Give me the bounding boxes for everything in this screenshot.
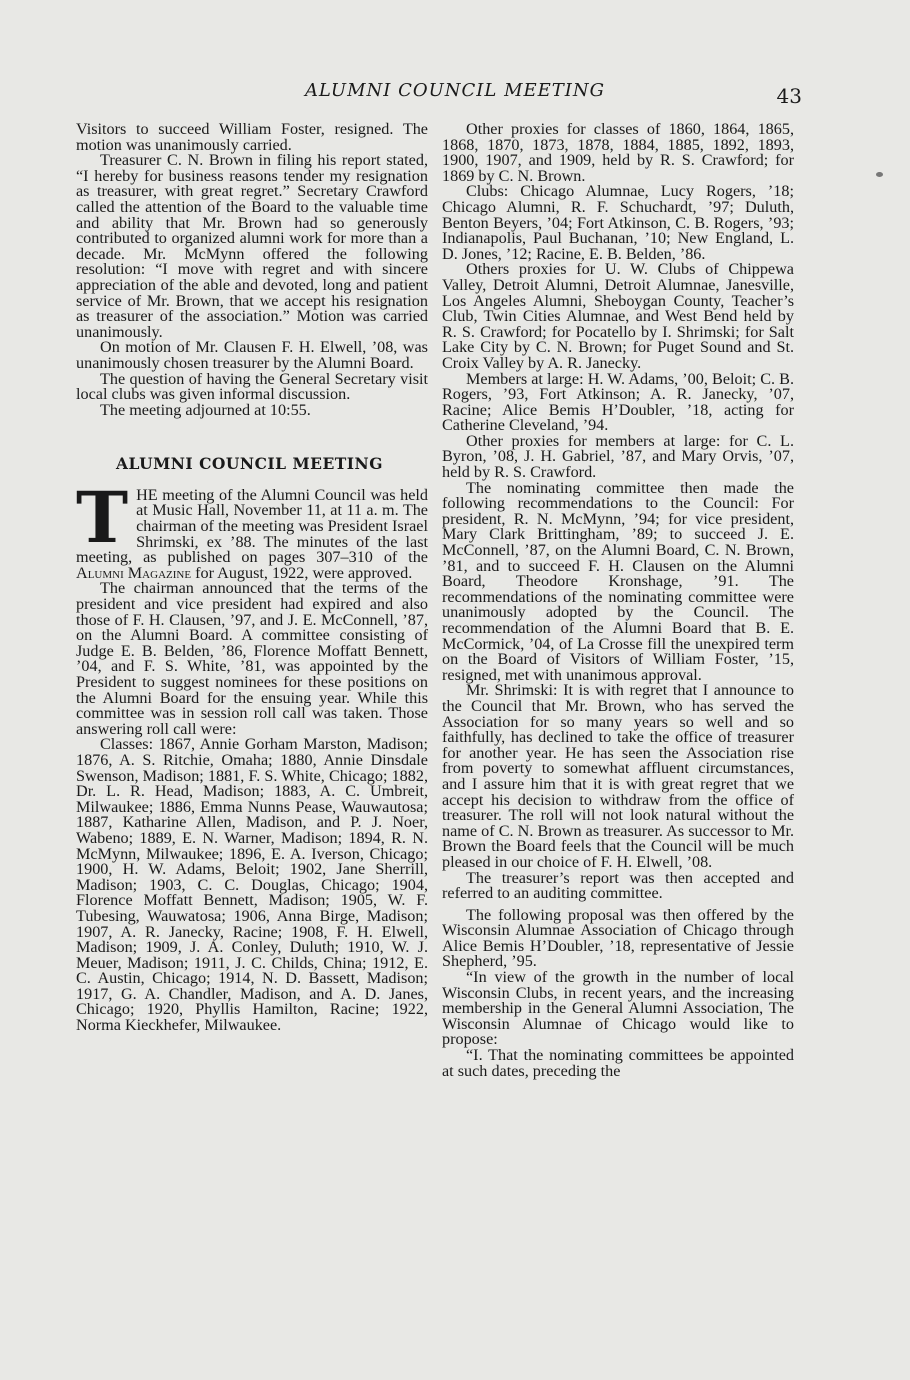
paragraph: The nominating committee then made the following recommendations to the Council: For president, R. N. McMynn, ’94; for vice president, Mary Clark Brittingham, ’89; to succeed J. E. McConnell, ’87, on the Alumni Board, C. N. Brown, ’81, and to succeed F. H. Clausen on the Alumni Board, Theodore Kronshage, ’91. The recommendations of the nominating committee were unanimously adopted by the Council. The recommendation of the Alumni Board that B. E. McCormick, ’04, of La Crosse fill the unexpired term on the Board of Visitors of William Foster, ’15, resigned, met with unanimous approval.	[442, 478, 794, 684]
paragraph: “I. That the nominating committees be appointed at such dates, preceding the	[442, 1046, 794, 1080]
paragraph-text: HE meeting of the Alumni Council was held at Music Hall, November 11, at 11 a. m. The chairman of the meeting was President Israel Shrimski, ex ’88. The minutes of the last meeting, as published on pages 307–310 of the	[76, 485, 428, 567]
paragraph: The question of having the General Secretary visit local clubs was given informal discussion.	[76, 369, 428, 404]
paragraph: Other proxies for members at large: for C. L. Byron, ’08, J. H. Gabriel, ’87, and Mary Orvis, ’07, held by R. S. Crawford.	[442, 431, 794, 482]
paragraph: Members at large: H. W. Adams, ’00, Beloit; C. B. Rogers, ’93, Fort Atkinson; A. R. Janecky, ’07, Racine; Alice Bemis H’Doubler, ’18, acting for Catherine Cleveland, ’94.	[442, 369, 794, 435]
paragraph: The following proposal was then offered by the Wisconsin Alumnae Association of Chicago through Alice Bemis H’Doubler, ’18, representative of Jessie Shepherd, ’95.	[442, 905, 794, 971]
paragraph: Other proxies for classes of 1860, 1864, 1865, 1868, 1870, 1873, 1878, 1884, 1885, 1892, 1893, 1900, 1907, and 1909, held by R. S. Crawford; for 1869 by C. N. Brown.	[442, 120, 794, 185]
paragraph: Visitors to succeed William Foster, resigned. The motion was unanimously carried.	[76, 120, 428, 154]
running-head: ALUMNI COUNCIL MEETING	[304, 80, 606, 101]
paragraph: Treasurer C. N. Brown in filing his report stated, “I hereby for business reasons tender my resignation as treasurer, with great regret.” Secretary Crawford called the attention of the Board to the valuable time and ability that Mr. Brown had so generously contributed to organized alumni work for more than a decade. Mr. McMynn offered the following resolution: “I move with regret and with sincere appreciation of the able and devoted, long and patient service of Mr. Brown, that we accept his resignation as treasurer of the association.” Motion was carried unanimously.	[76, 151, 428, 341]
drop-cap: T	[76, 475, 129, 559]
paragraph-text: for August, 1922, were approved.	[191, 563, 413, 582]
page-number: 43	[776, 84, 802, 108]
paragraph: Clubs: Chicago Alumnae, Lucy Rogers, ’18; Chicago Alumni, R. F. Schuchardt, ’97; Duluth, Benton Beyers, ’04; Fort Atkinson, C. B. Rogers, ’93; Indianapolis, Paul Buchanan, ’10; New England, L. D. Jones, ’12; Racine, E. B. Belden, ’86.	[442, 182, 794, 263]
paragraph: The meeting adjourned at 10:55.	[100, 400, 311, 419]
paragraph: The treasurer’s report was then accepted and referred to an auditing committee.	[442, 868, 794, 903]
paragraph-with-dropcap	[76, 475, 428, 582]
ink-mark	[876, 172, 883, 177]
right-column	[442, 122, 794, 1079]
paragraph: Classes: 1867, Annie Gorham Marston, Madison; 1876, A. S. Ritchie, Omaha; 1880, Annie Dinsdale Swenson, Madison; 1881, F. S. White, Chicago; 1882, Dr. L. R. Head, Madison; 1883, A. C. Umbreit, Milwaukee; 1886, Emma Nunns Pease, Wauwautosa; 1887, Katharine Allen, Madison, and P. J. Noer, Wabeno; 1889, E. N. Warner, Madison; 1894, R. N. McMynn, Milwaukee; 1896, E. A. Iverson, Chicago; 1900, H. W. Adams, Beloit; 1902, Jane Sherrill, Madison; 1903, C. C. Douglas, Chicago; 1904, Florence Moffatt Bennett, Madison; 1905, W. F. Tubesing, Wauwatosa; 1906, Anna Birge, Madison; 1907, A. R. Janecky, Racine; 1908, F. H. Elwell, Madison; 1909, J. A. Conley, Duluth; 1910, W. J. Meuer, Madison; 1911, J. C. Childs, China; 1912, E. C. Austin, Chicago; 1914, N. D. Bassett, Madison; 1917, G. A. Chandler, Madison, and A. D. Janes, Chicago; 1920, Phyllis Hamilton, Racine; 1922, Norma Kieckhefer, Milwaukee.	[76, 735, 428, 1035]
paragraph: The chairman announced that the terms of the president and vice president had expired and also those of F. H. Clausen, ’97, and J. E. McConnell, ’87, on the Alumni Board. A committee consisting of Judge E. B. Belden, ’86, Florence Moffatt Bennett, ’04, and F. S. White, ’81, was appointed by the President to suggest nominees for these positions on the Alumni Board for the ensuing year. While this committee was in session roll call was taken. Those answering roll call were:	[76, 579, 428, 738]
left-column	[76, 122, 428, 1034]
section-title: ALUMNI COUNCIL MEETING	[116, 454, 383, 474]
paragraph: Mr. Shrimski: It is with regret that I announce to the Council that Mr. Brown, who has served the Association for so many years so well and so faithfully, has declined to take the office of treasurer for another year. He has seen the Association rise from poverty to somewhat affluent circumstances, and I assure him that it is with great regret that we accept his decision to withdraw from the office of treasurer. The roll will not look natural without the name of C. N. Brown as treasurer. As successor to Mr. Brown the Board feels that the Council will be much pleased in our choice of F. H. Elwell, ’08.	[442, 681, 794, 871]
paragraph: Others proxies for U. W. Clubs of Chippewa Valley, Detroit Alumni, Detroit Alumnae, Janesville, Los Angeles Alumni, Sheboygan County, Teacher’s Club, Twin Cities Alumnae, and West Bend held by R. S. Crawford; for Pocatello by I. Shrimski; for Salt Lake City by C. N. Brown; for Puget Sound and St. Croix Valley by A. R. Janecky.	[442, 260, 794, 372]
magazine-title: Alumni Magazine	[76, 563, 192, 582]
paragraph: “In view of the growth in the number of local Wisconsin Clubs, in recent years, and the increasing membership in the General Alumni Association, The Wisconsin Alumnae of Chicago would like to propose:	[442, 968, 794, 1049]
paragraph: On motion of Mr. Clausen F. H. Elwell, ’08, was unanimously chosen treasurer by the Alumni Board.	[76, 338, 428, 372]
